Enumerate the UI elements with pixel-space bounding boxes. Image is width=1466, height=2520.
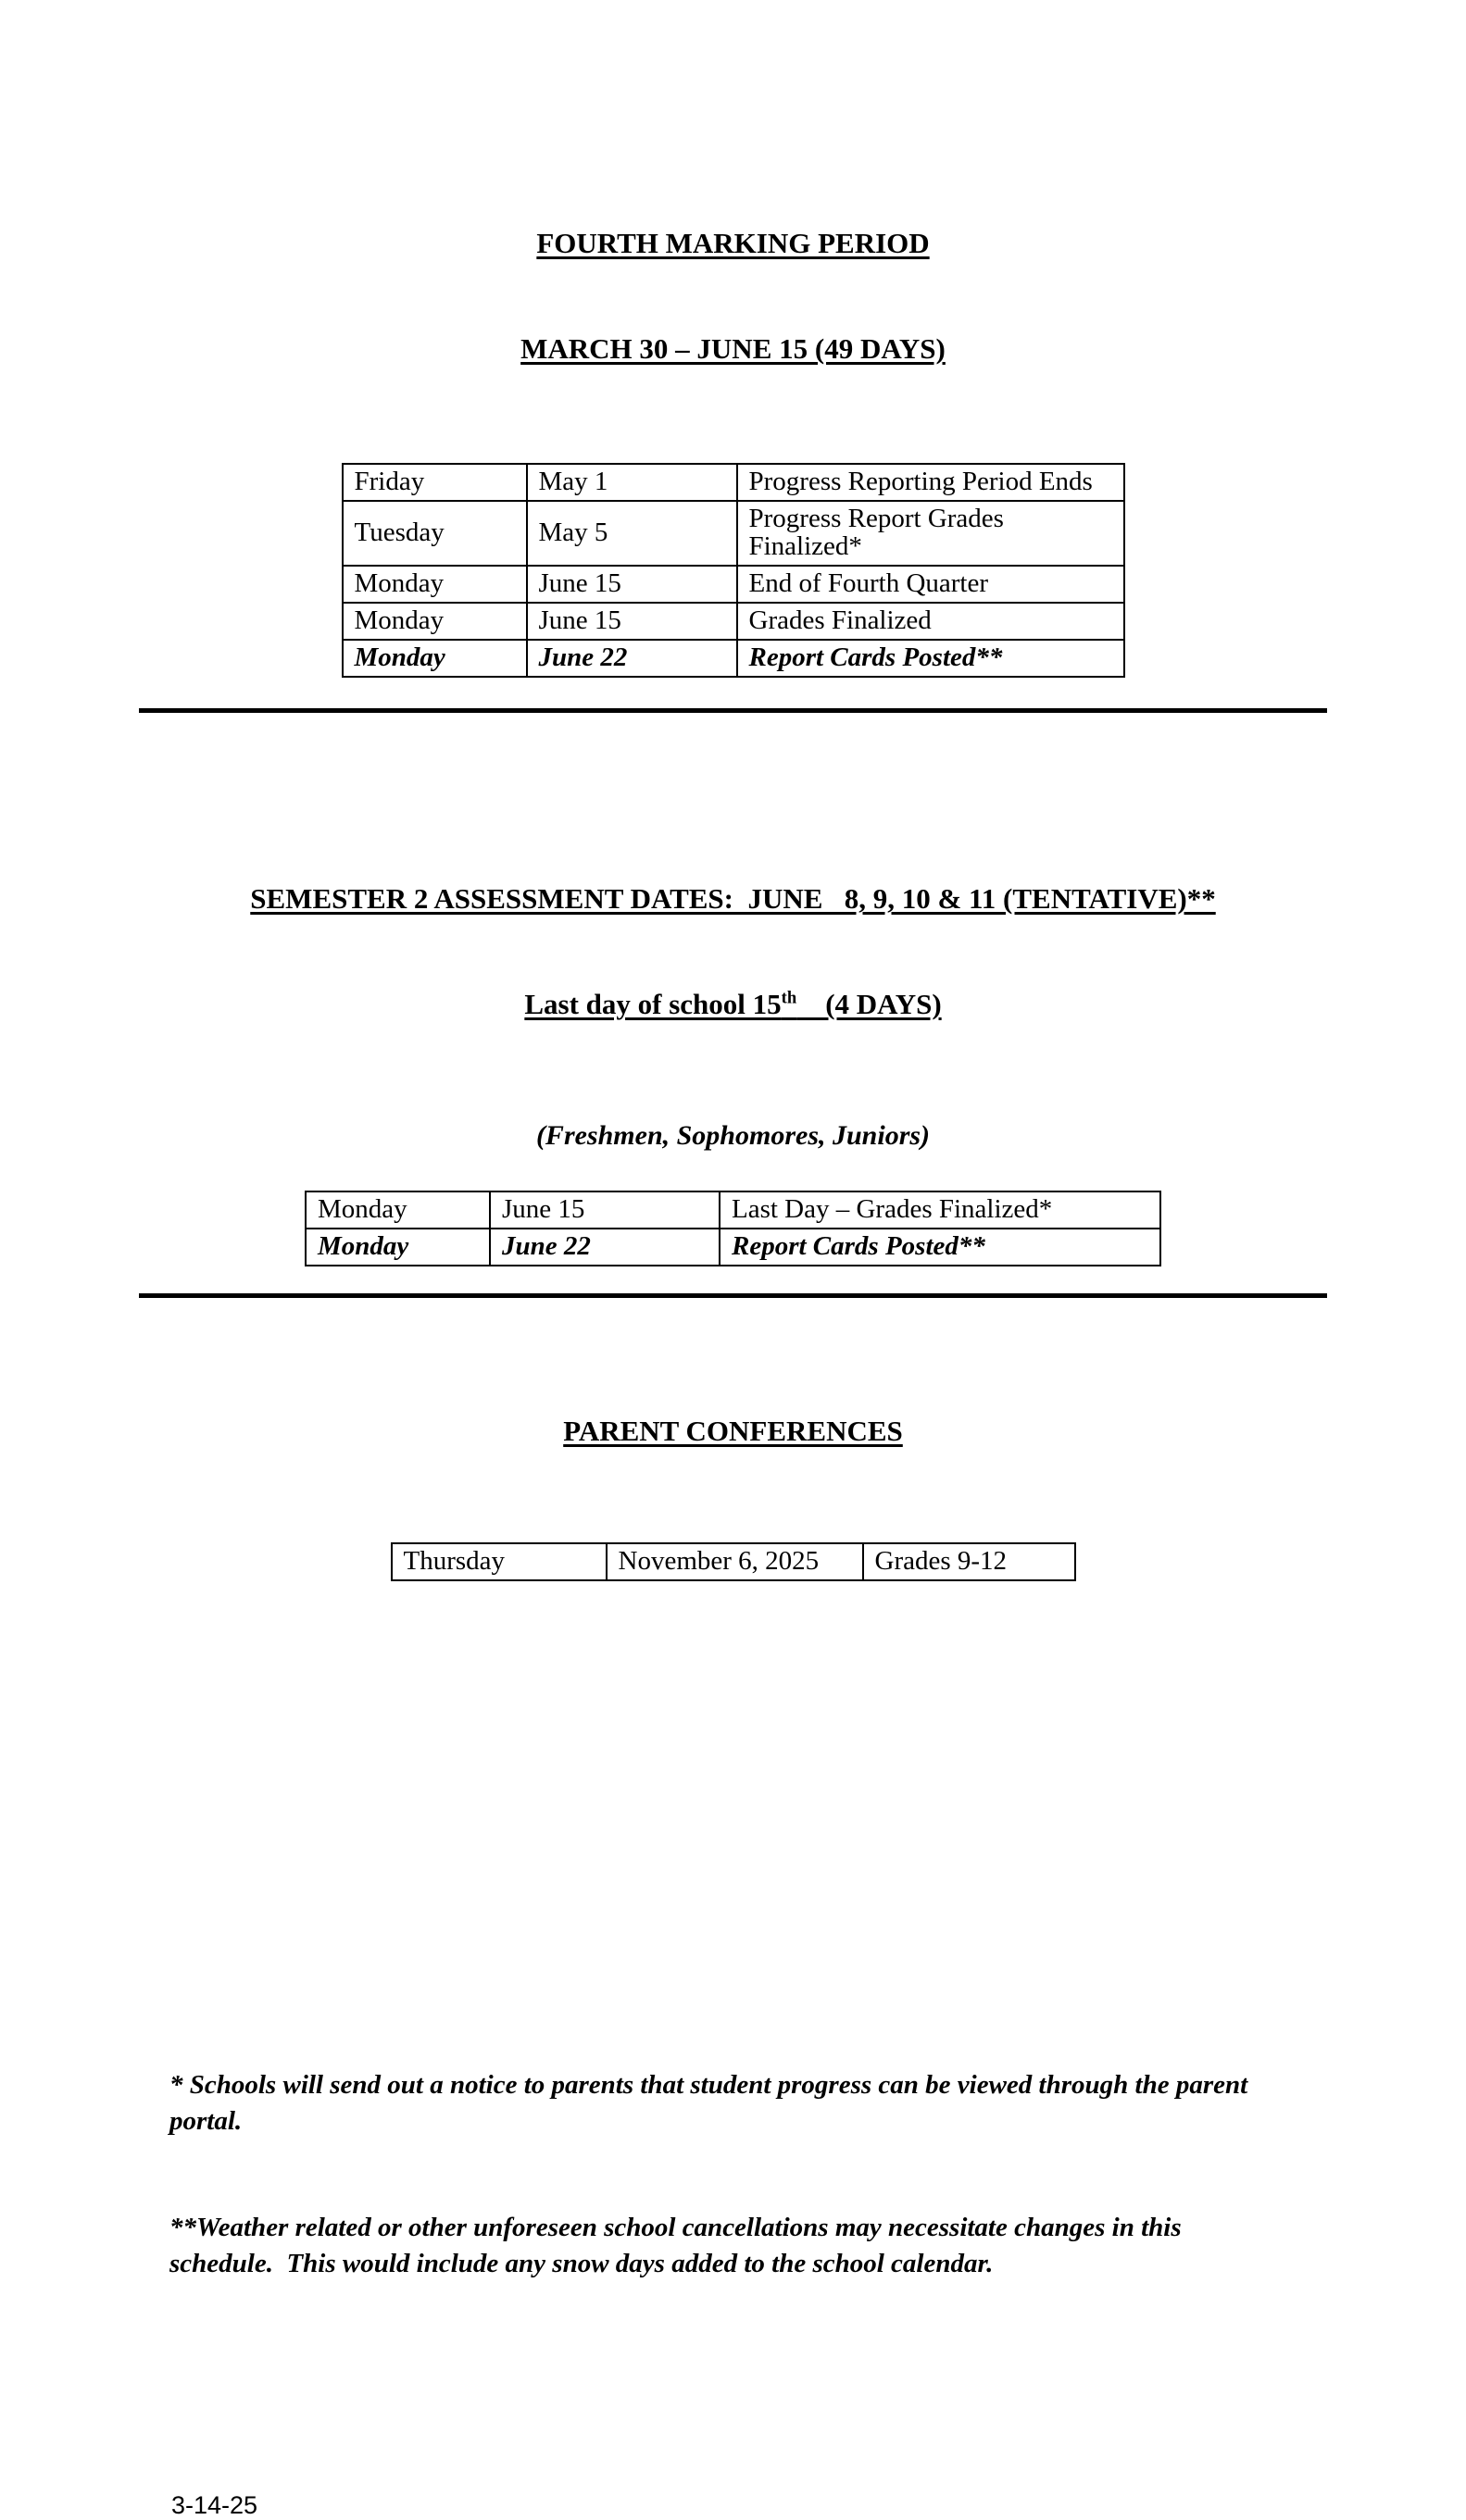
cell-event: Grades Finalized	[737, 603, 1124, 640]
days-count-text: (4 DAYS)	[796, 988, 942, 1020]
section3-heading	[0, 1343, 1466, 1519]
cell-day: Monday	[343, 566, 527, 603]
cell-event: Progress Reporting Period Ends	[737, 464, 1124, 501]
table-row-emphasis	[306, 1229, 1160, 1266]
section3-heading-text: PARENT CONFERENCES	[563, 1415, 903, 1447]
section1-title-line2	[0, 331, 1466, 367]
cell-date: June 22	[527, 640, 737, 677]
section2-heading-line2	[0, 987, 1466, 1022]
cell-day: Friday	[343, 464, 527, 501]
cell-event: Report Cards Posted**	[737, 640, 1124, 677]
cell-day: Monday	[306, 1229, 490, 1266]
cell-day: Monday	[306, 1191, 490, 1229]
cell-day: Tuesday	[343, 501, 527, 566]
cell-date: June 15	[527, 566, 737, 603]
section3-heading-line	[0, 1414, 1466, 1449]
parent-conferences-table	[391, 1542, 1076, 1581]
cell-day: Monday	[343, 640, 527, 677]
revision-date: 3-14-25	[171, 2491, 258, 2519]
cell-date: June 22	[490, 1229, 720, 1266]
table-row	[343, 464, 1124, 501]
cell-date: November 6, 2025	[607, 1543, 863, 1580]
cell-day: Monday	[343, 603, 527, 640]
cell-event: Last Day – Grades Finalized*	[720, 1191, 1160, 1229]
section2-heading-line1	[0, 881, 1466, 917]
cell-date: May 5	[527, 501, 737, 566]
table-row	[343, 501, 1124, 566]
table-row	[392, 1543, 1075, 1580]
cell-event: Progress Report Grades Finalized*	[737, 501, 1124, 566]
section1-title-line1-text: FOURTH MARKING PERIOD	[536, 227, 930, 259]
cell-day: Thursday	[392, 1543, 607, 1580]
footnote-parent-portal: * Schools will send out a notice to parents that student progress can be viewed through the parent portal.	[169, 2070, 1255, 2136]
section2-heading-line2-text	[524, 988, 941, 1020]
cell-date: June 15	[490, 1191, 720, 1229]
footnote-weather-cancellations: **Weather related or other unforeseen school cancellations may necessitate changes in this schedule. This would include any snow days added to the school calendar.	[169, 2213, 1188, 2278]
section1-title-line2-text: MARCH 30 – JUNE 15 (49 DAYS)	[520, 332, 946, 365]
semester2-assessment-table	[305, 1191, 1161, 1266]
cell-date: June 15	[527, 603, 737, 640]
section-divider	[139, 1293, 1327, 1298]
cell-event: Report Cards Posted**	[720, 1229, 1160, 1266]
section-divider	[139, 708, 1327, 713]
section2-heading	[0, 811, 1466, 1092]
cell-event: Grades 9-12	[863, 1543, 1075, 1580]
ordinal-suffix: th	[781, 988, 797, 1008]
table-row	[343, 603, 1124, 640]
footnotes	[169, 1996, 1267, 2352]
section2-heading-line1-text: SEMESTER 2 ASSESSMENT DATES: JUNE 8, 9, 10 & 11 (TENTATIVE)**	[250, 882, 1216, 915]
section1-title-line1	[0, 226, 1466, 261]
section1-title	[0, 156, 1466, 437]
table-row	[343, 566, 1124, 603]
cell-date: May 1	[527, 464, 737, 501]
table-row	[306, 1191, 1160, 1229]
cell-event: End of Fourth Quarter	[737, 566, 1124, 603]
last-day-text: Last day of school 15	[524, 988, 782, 1020]
grade-levels-note: (Freshmen, Sophomores, Juniors)	[535, 1120, 931, 1151]
table-row-emphasis	[343, 640, 1124, 677]
fourth-marking-period-table	[342, 463, 1125, 678]
